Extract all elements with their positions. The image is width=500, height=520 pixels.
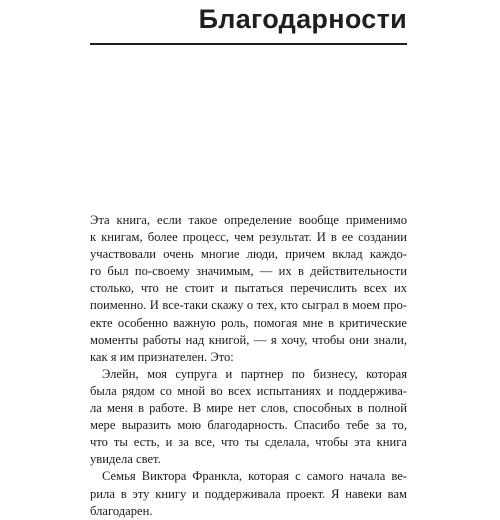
text-line: Элейн, моя супруга и партнер по бизнесу, которая bbox=[102, 366, 407, 381]
text-line: что ты есть, и за все, что ты сделала, чтобы эта книга bbox=[90, 435, 407, 450]
chapter-body bbox=[90, 212, 407, 520]
text-line: ла меня в работе. В мире нет слов, способных в полной bbox=[90, 401, 407, 416]
text-line: как я им признателен. Это: bbox=[90, 349, 234, 364]
text-line: была рядом со мной во всех испытаниях и поддержива- bbox=[90, 383, 407, 398]
text-line: увидела свет. bbox=[90, 452, 161, 467]
paragraph-3 bbox=[90, 468, 407, 519]
title-divider bbox=[90, 43, 407, 45]
text-line: екте особенно важную роль, помогая мне в критические bbox=[90, 315, 407, 330]
paragraph-2 bbox=[90, 366, 407, 469]
paragraph-1 bbox=[90, 212, 407, 366]
text-line: поименно. И все-таки скажу о тех, кто сыграл в моем про- bbox=[90, 298, 407, 313]
text-line: Семья Виктора Франкла, которая с самого начала ве- bbox=[102, 469, 407, 484]
text-line: мере выразить мою благодарность. Спасибо тебе за то, bbox=[90, 418, 407, 433]
text-line: Эта книга, если такое определение вообще применимо bbox=[90, 213, 407, 227]
text-line: рила в эту книгу и поддерживала проект. Я навеки вам bbox=[90, 486, 407, 501]
text-line: го был по-своему значимым, — их в действительности bbox=[90, 264, 407, 279]
chapter-title: Благодарности bbox=[198, 4, 407, 34]
text-line: благодарен. bbox=[90, 503, 153, 518]
text-line: к книгам, более процесс, чем результат. И в ее создании bbox=[90, 230, 407, 245]
text-line: столько, что не стоит и пытаться перечислить всех их bbox=[90, 281, 407, 296]
text-line: моменты работы над книгой, — я хочу, чтобы они знали, bbox=[90, 332, 407, 347]
text-line: участвовали очень многие люди, причем вклад каждо- bbox=[90, 247, 407, 262]
